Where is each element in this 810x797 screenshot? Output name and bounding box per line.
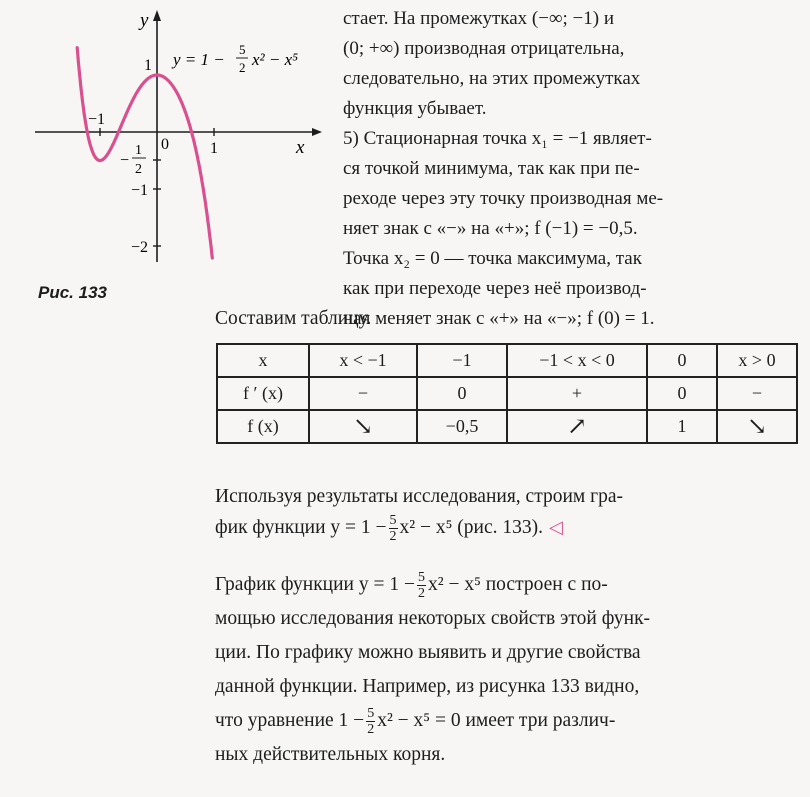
right-line-7: реходе через эту точку производная ме- xyxy=(343,188,664,209)
tick-label-x-1: 1 xyxy=(210,140,218,157)
table-cell: 1 xyxy=(647,410,717,443)
table-cell: x xyxy=(217,344,309,377)
fraction xyxy=(366,706,375,737)
table-row xyxy=(217,377,797,410)
right-line-9: Точка x₂ = 0 — точка максимума, так xyxy=(343,248,642,269)
table-cell: ↘ xyxy=(717,410,797,443)
text-span: График функции y = 1 − xyxy=(215,574,415,595)
table-cell: −0,5 xyxy=(417,410,507,443)
table-row xyxy=(217,344,797,377)
text-span: x² − x⁵ (рис. 133). xyxy=(399,517,544,538)
paragraph-line: Используя результаты исследования, строим гра- xyxy=(215,486,624,507)
fraction-numerator: 5 xyxy=(417,570,425,586)
table-cell: ↗ xyxy=(507,410,647,443)
text-span: x² − x⁵ = 0 имеет три различ- xyxy=(377,710,616,731)
tick-label-y-half-num: 1 xyxy=(135,143,142,158)
paragraph-line: ных действительных корня. xyxy=(215,744,446,765)
paragraph-line xyxy=(215,568,780,602)
right-line-5: 5) Стационарная точка x₁ = −1 являет- xyxy=(343,128,652,149)
table-cell: 0 xyxy=(417,377,507,410)
table-row xyxy=(217,410,797,443)
graph-svg xyxy=(30,4,330,274)
y-axis-label: y xyxy=(140,10,149,31)
y-axis-arrow xyxy=(153,10,161,21)
fraction-denominator: 2 xyxy=(367,722,375,738)
right-line-11: ная меняет знак с «+» на «−»; f (0) = 1. xyxy=(343,308,655,329)
tick-label-y-neg1: −1 xyxy=(131,182,149,199)
text-span: x² − x⁵ построен с по- xyxy=(427,574,608,595)
x-axis-label: x xyxy=(296,137,305,158)
right-line-2: (0; +∞) производная отрицательна, xyxy=(343,38,625,59)
formula-lhs: y = 1 − xyxy=(173,50,225,69)
tick-label-x-0: 0 xyxy=(161,136,169,153)
table-cell: x > 0 xyxy=(717,344,797,377)
formula-frac-den: 2 xyxy=(239,60,246,75)
table-cell: f ′ (x) xyxy=(217,377,309,410)
table-cell: 0 xyxy=(647,377,717,410)
right-line-1: стает. На промежутках (−∞; −1) и xyxy=(343,8,615,29)
paragraph-line xyxy=(215,704,780,738)
table-cell: −1 < x < 0 xyxy=(507,344,647,377)
fraction-numerator: 5 xyxy=(389,513,397,529)
formula-frac-num: 5 xyxy=(239,42,246,57)
table-cell: x < −1 xyxy=(309,344,417,377)
right-line-8: няет знак с «−» на «+»; f (−1) = −0,5. xyxy=(343,218,638,239)
right-column-text xyxy=(343,4,783,334)
text-span: фик функции y = 1 − xyxy=(215,517,387,538)
right-line-6: ся точкой минимума, так как при пе- xyxy=(343,158,640,179)
paragraph-line: данной функции. Например, из рисунка 133 видно, xyxy=(215,676,640,697)
tick-label-y-half-sign: − xyxy=(120,152,130,169)
tick-label-x-neg1: −1 xyxy=(88,111,106,128)
table-cell: ↘ xyxy=(309,410,417,443)
fraction-denominator: 2 xyxy=(389,529,397,545)
table-cell: + xyxy=(507,377,647,410)
table-title: Составим таблицу. xyxy=(215,308,372,329)
fraction xyxy=(389,513,398,544)
right-line-3: следовательно, на этих промежутках xyxy=(343,68,641,89)
paragraph-line: мощью исследования некоторых свойств этой функ- xyxy=(215,608,651,629)
x-axis-arrow xyxy=(312,128,322,136)
function-curve xyxy=(77,48,212,258)
table-cell: f (x) xyxy=(217,410,309,443)
right-line-10: как при переходе через неё производ- xyxy=(343,278,647,299)
end-of-solution-icon: ◁ xyxy=(549,517,563,537)
figure-caption: Рис. 133 xyxy=(38,283,107,302)
paragraph-using-results xyxy=(215,481,780,544)
text-span: что уравнение 1 − xyxy=(215,710,365,731)
table-cell: − xyxy=(717,377,797,410)
tick-label-y-half-den: 2 xyxy=(135,162,142,177)
paragraph-graph-properties xyxy=(215,568,780,772)
paragraph-line: ции. По графику можно выявить и другие свойства xyxy=(215,642,641,663)
formula-rhs: x² − x⁵ xyxy=(252,50,299,69)
fraction-numerator: 5 xyxy=(367,706,375,722)
fraction xyxy=(417,570,426,601)
function-graph-figure xyxy=(30,4,330,274)
right-line-4: функция убывает. xyxy=(343,98,487,119)
table-cell: − xyxy=(309,377,417,410)
tick-label-y-neg2: −2 xyxy=(131,239,149,256)
function-study-table xyxy=(216,343,798,444)
table-cell: 0 xyxy=(647,344,717,377)
fraction-denominator: 2 xyxy=(417,586,425,602)
table-cell: −1 xyxy=(417,344,507,377)
tick-label-y-1: 1 xyxy=(144,57,152,74)
paragraph-line xyxy=(215,512,780,544)
